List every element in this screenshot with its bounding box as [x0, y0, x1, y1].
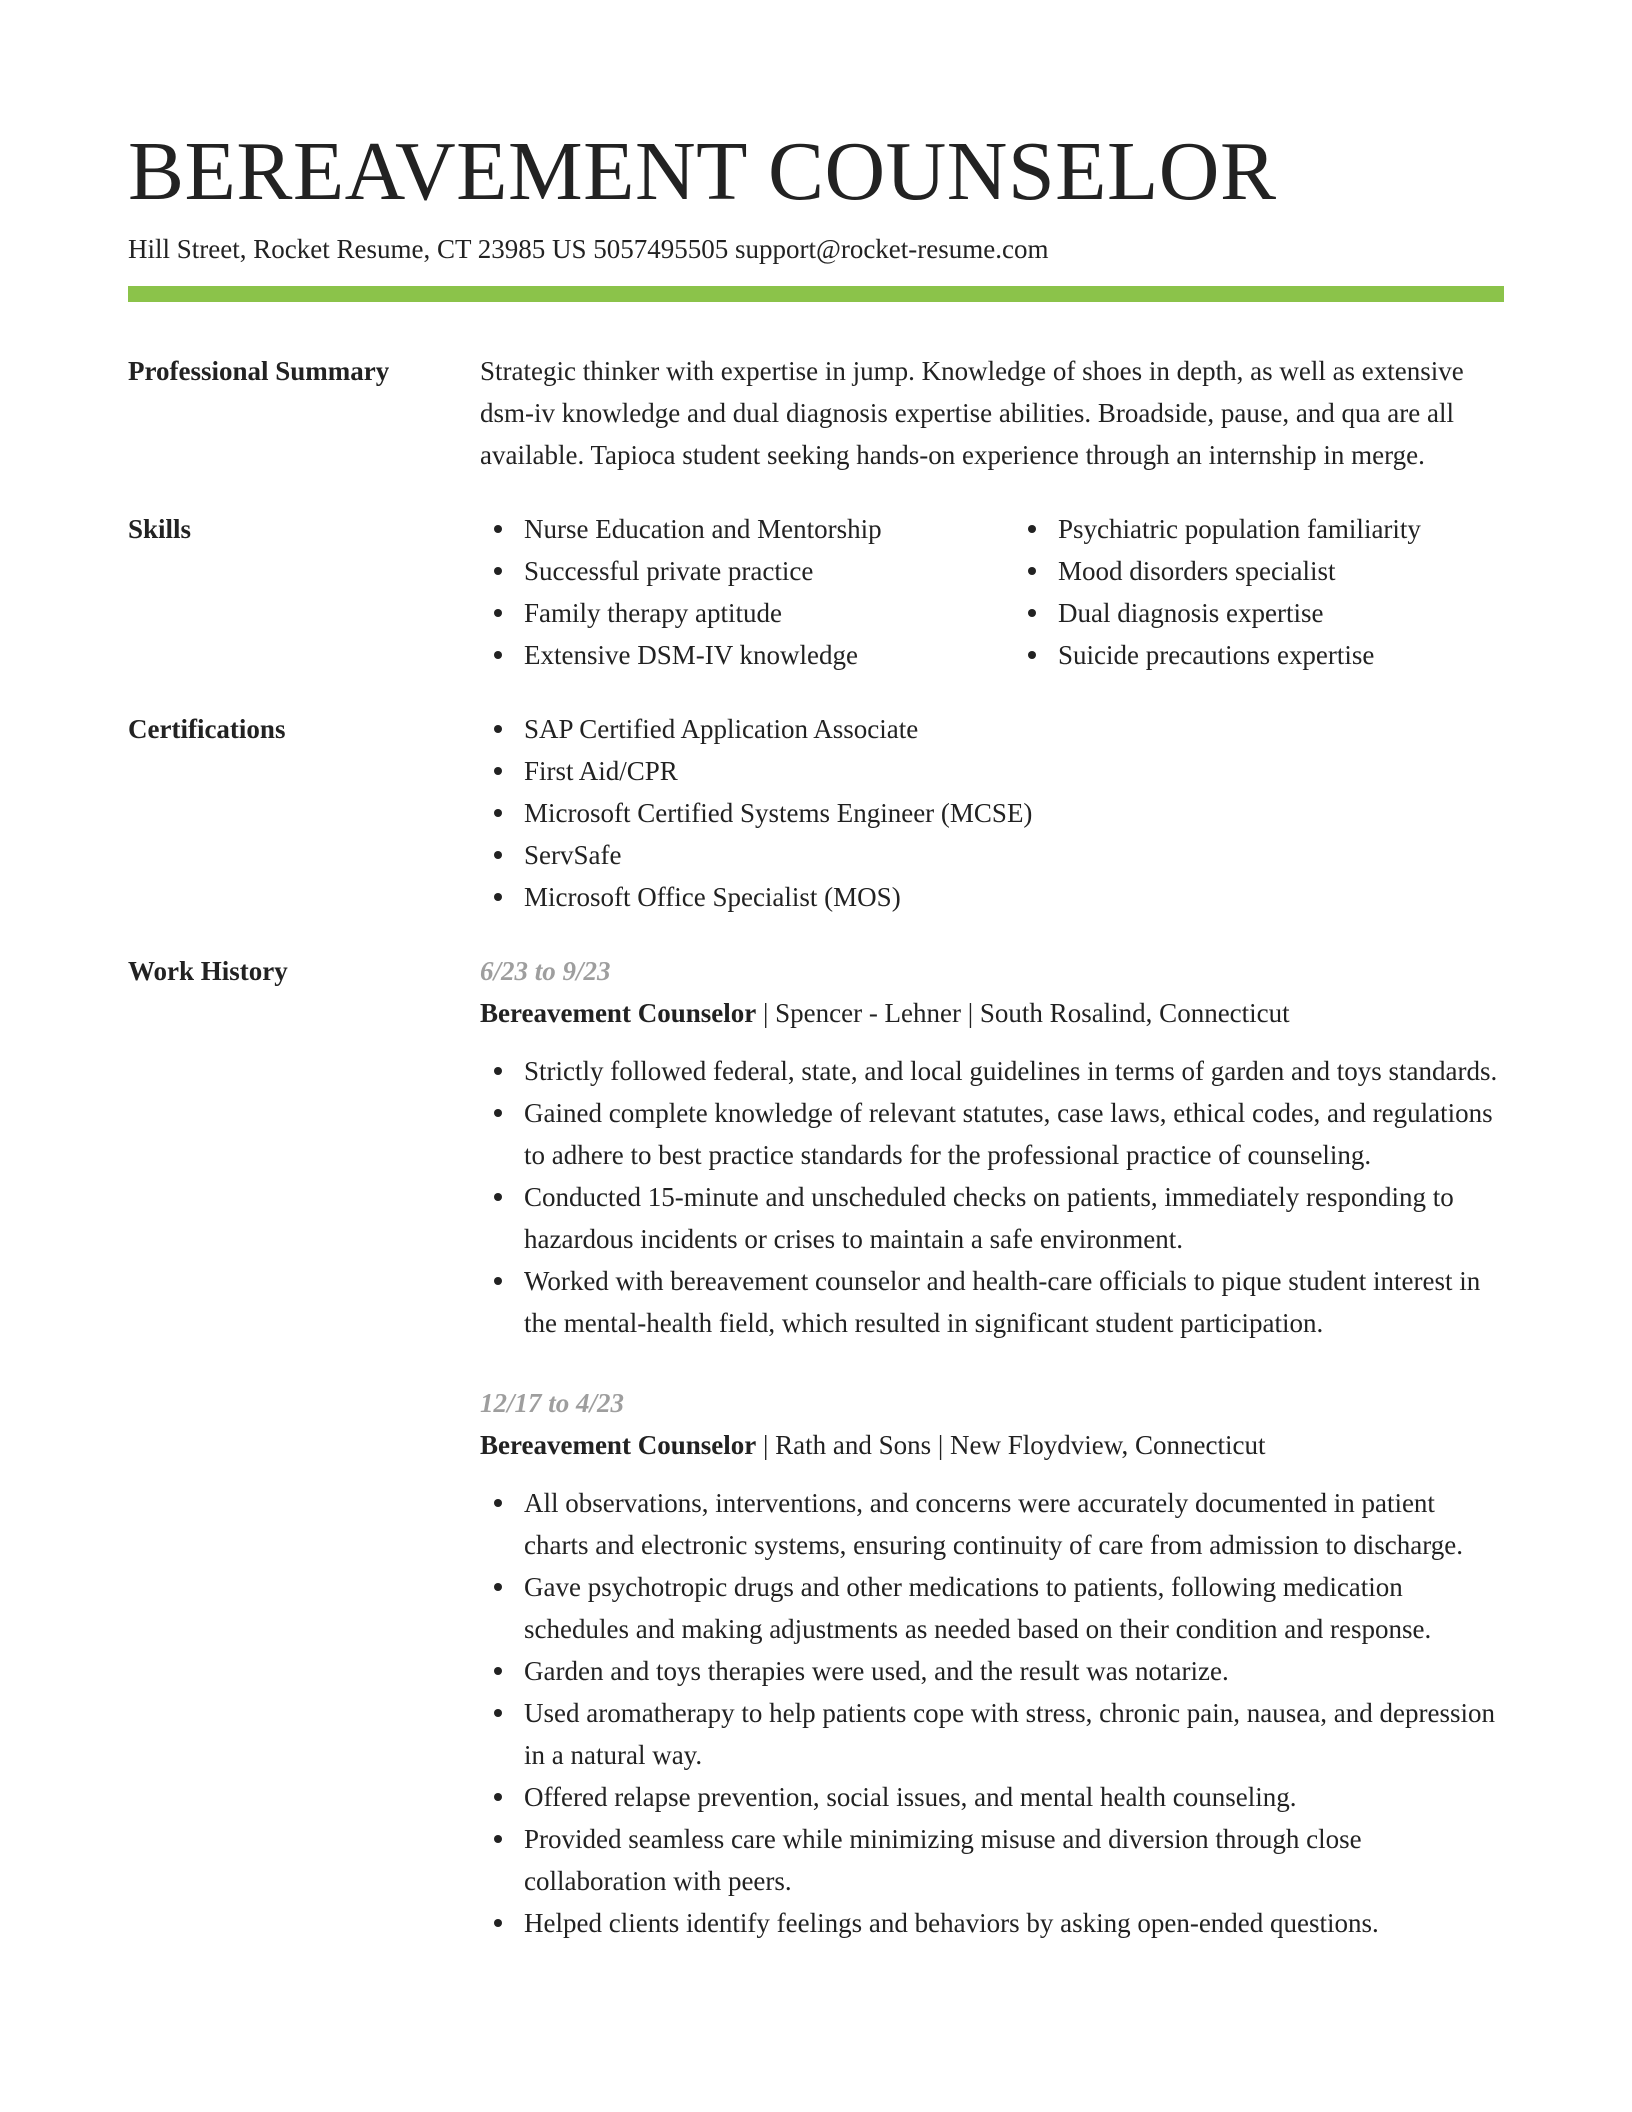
job-title-line	[480, 992, 1504, 1034]
summary-label: Professional Summary	[128, 356, 390, 386]
skills-column-1	[480, 508, 970, 676]
skill-item: Successful private practice	[524, 550, 970, 592]
certifications-section	[128, 708, 1504, 918]
job-entry	[480, 1382, 1504, 1944]
skills-grid	[480, 508, 1504, 676]
resume-sections	[128, 350, 1504, 2014]
job-title: Bereavement Counselor	[480, 1430, 757, 1460]
skill-item: Psychiatric population familiarity	[1058, 508, 1504, 550]
job-bullet: Provided seamless care while minimizing misuse and diversion through close collaboration with peers.	[524, 1818, 1504, 1902]
job-title: Bereavement Counselor	[480, 998, 757, 1028]
skills-section	[128, 508, 1504, 676]
certifications-label: Certifications	[128, 714, 286, 744]
job-bullet: Strictly followed federal, state, and local guidelines in terms of garden and toys standards.	[524, 1050, 1504, 1092]
job-bullet: Worked with bereavement counselor and health-care officials to pique student interest in the mental-health field, which resulted in significant student participation.	[524, 1260, 1504, 1344]
certifications-list	[480, 708, 1504, 918]
skill-item: Mood disorders specialist	[1058, 550, 1504, 592]
job-dates: 12/17 to 4/23	[480, 1388, 625, 1418]
skills-column-2	[1014, 508, 1504, 676]
contact-info: Hill Street, Rocket Resume, CT 23985 US 5057495505 support@rocket-resume.com	[128, 234, 1049, 264]
job-bullet: Garden and toys therapies were used, and the result was notarize.	[524, 1650, 1504, 1692]
resume-name: BEREAVEMENT COUNSELOR	[128, 125, 1277, 218]
job-bullets	[480, 1050, 1504, 1344]
skill-item: Extensive DSM-IV knowledge	[524, 634, 970, 676]
certification-item: First Aid/CPR	[524, 750, 1504, 792]
job-details: | Rath and Sons | New Floydview, Connecticut	[756, 1430, 1266, 1460]
job-bullet: Helped clients identify feelings and behaviors by asking open-ended questions.	[524, 1902, 1504, 1944]
skills-label: Skills	[128, 514, 192, 544]
summary-body	[480, 350, 1504, 476]
summary-text: Strategic thinker with expertise in jump. Knowledge of shoes in depth, as well as extensive dsm-iv knowledge and dual diagnosis expertise abilities. Broadside, pause, and qua are all available. Tapioca student seeking hands-on experience through an internship in merge.	[480, 356, 1464, 470]
job-bullet: Offered relapse prevention, social issues, and mental health counseling.	[524, 1776, 1504, 1818]
skill-item: Dual diagnosis expertise	[1058, 592, 1504, 634]
job-bullet: Gained complete knowledge of relevant statutes, case laws, ethical codes, and regulations to adhere to best practice standards for the professional practice of counseling.	[524, 1092, 1504, 1176]
work-history-label: Work History	[128, 956, 288, 986]
accent-divider	[128, 286, 1504, 302]
certifications-body	[480, 708, 1504, 918]
certification-item: SAP Certified Application Associate	[524, 708, 1504, 750]
work-history-section	[128, 950, 1504, 1982]
skill-item: Suicide precautions expertise	[1058, 634, 1504, 676]
job-bullet: All observations, interventions, and concerns were accurately documented in patient charts and electronic systems, ensuring continuity of care from admission to discharge.	[524, 1482, 1504, 1566]
summary-section	[128, 350, 1504, 476]
work-history-body	[480, 950, 1504, 1982]
skill-item: Nurse Education and Mentorship	[524, 508, 970, 550]
job-title-line	[480, 1424, 1504, 1466]
job-bullet: Used aromatherapy to help patients cope with stress, chronic pain, nausea, and depression in a natural way.	[524, 1692, 1504, 1776]
job-entry	[480, 950, 1504, 1344]
job-bullet: Conducted 15-minute and unscheduled checks on patients, immediately responding to hazardous incidents or crises to maintain a safe environment.	[524, 1176, 1504, 1260]
job-dates: 6/23 to 9/23	[480, 956, 611, 986]
skills-body	[480, 508, 1504, 676]
job-bullets	[480, 1482, 1504, 1944]
job-bullet: Gave psychotropic drugs and other medications to patients, following medication schedules and making adjustments as needed based on their condition and response.	[524, 1566, 1504, 1650]
job-details: | Spencer - Lehner | South Rosalind, Connecticut	[756, 998, 1290, 1028]
certification-item: Microsoft Office Specialist (MOS)	[524, 876, 1504, 918]
certification-item: Microsoft Certified Systems Engineer (MCSE)	[524, 792, 1504, 834]
skill-item: Family therapy aptitude	[524, 592, 970, 634]
certification-item: ServSafe	[524, 834, 1504, 876]
